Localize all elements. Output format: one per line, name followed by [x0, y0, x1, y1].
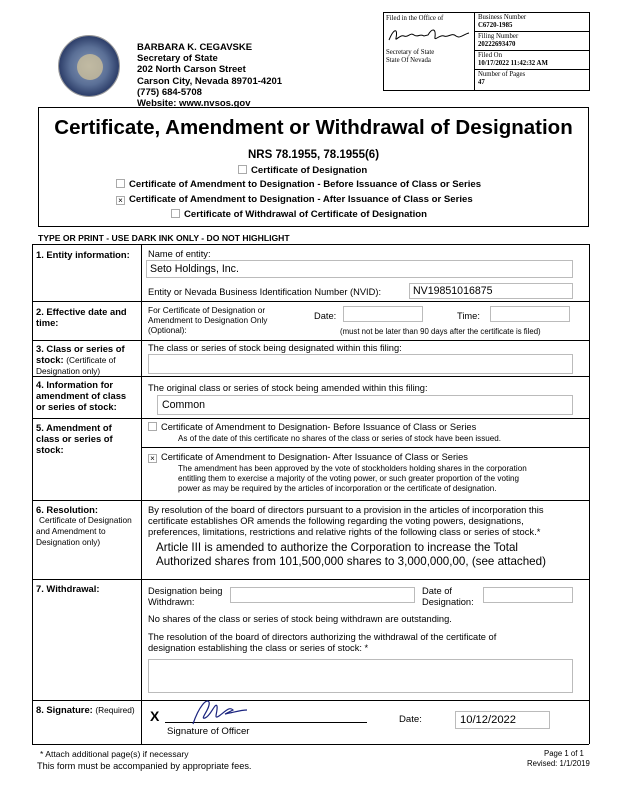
resolution-text: By resolution of the board of directors pursuant to a provision in the articles of incorporation this certificate establishes OR amends the following regarding the voting powers, designations, preferences, limitations, restrictions and relative rights of the following class or series of stock.*: [148, 504, 544, 537]
state-label: State Of Nevada: [386, 56, 431, 64]
pages-label: Number of Pages: [478, 71, 526, 78]
original-class-value: Common: [162, 399, 205, 411]
filed-on-label: Filed On: [478, 52, 502, 59]
withdrawal-resolution-text: The resolution of the board of directors authorizing the withdrawal of the certificate of designation establishing the class or series of stock: *: [148, 632, 497, 653]
filing-number: 20222693470: [478, 40, 516, 48]
filed-on: 10/17/2022 11:42:32 AM: [478, 59, 548, 67]
checkbox-checked[interactable]: ×: [116, 196, 125, 205]
business-number: C6720-1985: [478, 21, 513, 29]
secretary-phone: (775) 684-5708: [137, 86, 202, 98]
secretary-name: BARBARA K. CEGAVSKE: [137, 42, 253, 53]
amendment-before-option[interactable]: Certificate of Amendment to Designation- Before Issuance of Class or Series: [148, 422, 476, 433]
filing-number-label: Filing Number: [478, 33, 519, 40]
amendment-after-description: The amendment has been approved by the vote of stockholders holding shares in the corporation entitling them to exercise a majority of the voting power, or such greater proportion of the voting power as may be required by the articles of incorporation or the certificate of designation.: [178, 464, 527, 493]
designation-date-input[interactable]: [483, 587, 573, 603]
section-7-label: 7. Withdrawal:: [36, 583, 100, 594]
designation-withdrawn-input[interactable]: [230, 587, 415, 603]
officer-signature-icon[interactable]: [185, 696, 250, 728]
signature-x: X: [150, 708, 160, 724]
effective-time-input[interactable]: [490, 306, 570, 322]
secretary-address-2: Carson City, Nevada 89701-4201: [137, 75, 283, 87]
nvid-label: Entity or Nevada Business Identification Number (NVID):: [148, 287, 382, 297]
effective-date-input[interactable]: [343, 306, 423, 322]
nevada-state-seal-icon: [58, 35, 120, 97]
secretary-signature-icon: [386, 24, 472, 46]
signature-date-value: 10/12/2022: [460, 714, 516, 726]
instruction-text: TYPE OR PRINT - USE DARK INK ONLY - DO NOT HIGHLIGHT: [38, 233, 290, 243]
footer-attach-note: * Attach additional page(s) if necessary: [40, 749, 189, 759]
option-withdrawal[interactable]: Certificate of Withdrawal of Certificate of Designation: [171, 209, 427, 220]
signature-caption: Signature of Officer: [167, 726, 250, 737]
section-1-label: 1. Entity information:: [36, 249, 130, 260]
form-header: [38, 107, 589, 227]
filing-stamp: [383, 12, 590, 91]
secretary-block: [137, 42, 282, 109]
option-amendment-before-issuance[interactable]: Certificate of Amendment to Designation - Before Issuance of Class or Series: [116, 179, 481, 190]
business-number-label: Business Number: [478, 14, 527, 21]
section-8-label: 8. Signature: (Required): [36, 704, 135, 715]
effective-date-description: For Certificate of Designation or Amendment to Designation Only (Optional):: [148, 305, 268, 335]
section-4-label: 4. Information for amendment of class or series of stock:: [36, 379, 127, 412]
section-5-label: 5. Amendment of class or series of stock:: [36, 422, 113, 455]
section-3-label: 3. Class or series of stock: (Certificate of Designation only): [36, 343, 125, 376]
filed-in-office: Filed in the Office of: [386, 15, 444, 22]
amendment-after-option[interactable]: × Certificate of Amendment to Designation- After Issuance of Class or Series: [148, 452, 468, 463]
nvid-value: NV19851016875: [413, 285, 493, 297]
date-label: Date:: [314, 311, 337, 321]
secretary-address-1: 202 North Carson Street: [137, 64, 246, 76]
time-label: Time:: [457, 311, 480, 321]
withdrawal-resolution-input[interactable]: [148, 659, 573, 693]
footer-page: Page 1 of 1: [544, 749, 584, 758]
date-note: (must not be later than 90 days after the certificate is filed): [340, 327, 541, 336]
resolution-value: Article III is amended to authorize the Corporation to increase the Total Authorized shares from 101,500,000 shares to 3,000,000,00, (see attached): [156, 541, 546, 568]
entity-name-label: Name of entity:: [148, 249, 211, 259]
original-class-text: The original class or series of stock being amended within this filing:: [148, 383, 428, 393]
statute-reference: NRS 78.1955, 78.1955(6): [247, 149, 380, 161]
secretary-website: Website: www.nvsos.gov: [137, 98, 251, 110]
section-2-label: 2. Effective date and time:: [36, 306, 127, 328]
signature-date-label: Date:: [399, 714, 422, 725]
entity-name-value: Seto Holdings, Inc.: [150, 263, 239, 275]
footer-fees-note: This form must be accompanied by appropriate fees.: [37, 761, 252, 771]
form-title: Certificate, Amendment or Withdrawal of Designation: [54, 116, 573, 139]
option-amendment-after-issuance[interactable]: × Certificate of Amendment to Designation - After Issuance of Class or Series: [116, 194, 473, 205]
pages-count: 47: [478, 78, 485, 86]
original-class-input[interactable]: [157, 395, 573, 415]
amendment-before-description: As of the date of this certificate no shares of the class or series of stock have been issued.: [178, 434, 502, 443]
checkbox-checked[interactable]: ×: [148, 454, 157, 463]
secretary-label: Secretary of State: [386, 48, 435, 56]
class-series-input[interactable]: [148, 354, 573, 374]
withdrawal-statement: No shares of the class or series of stock being withdrawn are outstanding.: [148, 614, 452, 624]
section-6-label: 6. Resolution: Certificate of Designation and Amendment to Designation only): [36, 504, 132, 547]
option-certificate-of-designation[interactable]: Certificate of Designation: [238, 165, 367, 176]
checkbox[interactable]: [171, 209, 180, 218]
checkbox[interactable]: [238, 165, 247, 174]
designation-date-label: Date of Designation:: [422, 586, 474, 607]
secretary-title: Secretary of State: [137, 53, 218, 65]
footer-revised: Revised: 1/1/2019: [527, 759, 590, 768]
designation-withdrawn-label: Designation being Withdrawn:: [148, 586, 223, 607]
checkbox[interactable]: [148, 422, 157, 431]
class-series-text: The class or series of stock being designated within this filing:: [148, 343, 402, 353]
checkbox[interactable]: [116, 179, 125, 188]
